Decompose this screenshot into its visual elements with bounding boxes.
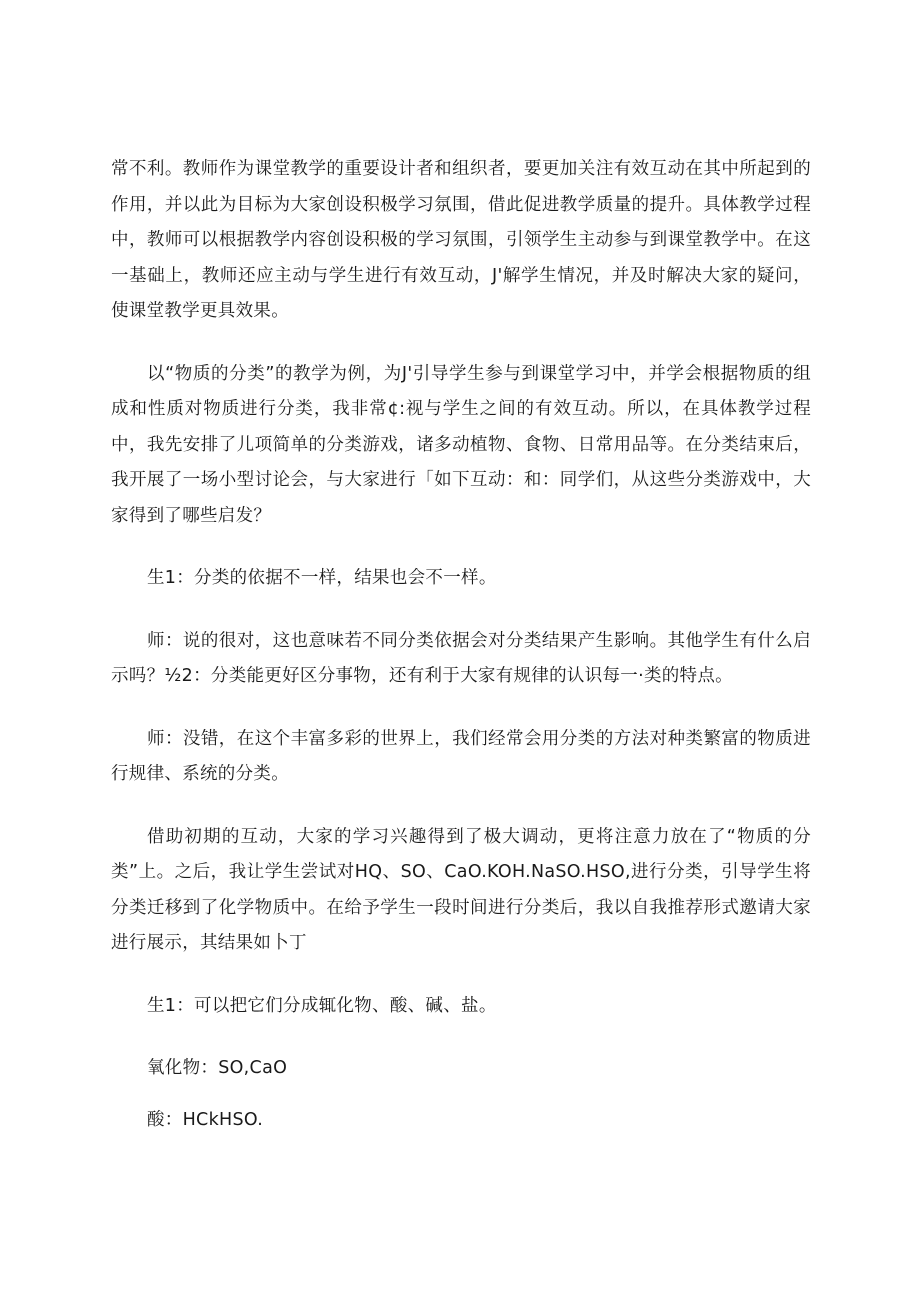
paragraph-gap [111,597,811,624]
paragraph-gap [111,962,811,989]
list-item-oxide: 氧化物：SO,CaO [147,1058,288,1078]
paragraph-gap [111,1024,811,1051]
document-page [111,152,811,1138]
list-item-acid: 酸：HCkHSO. [147,1109,264,1130]
paragraph-4: 师：说的很对，这也意味若不同分类依据会对分类结果产生影响。其他学生有什么启示吗？½2：分类能更好区分事物，还有利于大家有规律的认识每一·类的特点。 [111,630,811,686]
paragraph-5: 师：没错，在这个丰富多彩的世界上，我们经常会用分类的方法对种类繁富的物质进行规律、系统的分类。 [111,728,811,784]
paragraph-3: 生1：分类的依据不一样，结果也会不一样。 [147,568,497,588]
paragraph-2: 以“物质的分类”的教学为例，为J'引导学生参与到课堂学习中，并学会根据物质的组成和性质对物质进行分类，我非常¢:视与学生之间的有效互动。所以，在具体教学过程中，我先安排了儿项简单的分类游戏，诸多动植物、食物、日常用品等。在分类结束后，我开展了一场小型讨论会，与大家进行「如下互动：和：同学们，从这些分类游戏中，大家得到了哪些启发？ [111,363,811,526]
paragraph-gap [111,793,811,820]
paragraph-1: 常不利。教师作为课堂教学的重要设计者和组织者，要更加关注有效互动在其中所起到的作用，并以此为目标为大家创设积极学习氛围，借此促进教学质量的提升。具体教学过程中，教师可以根据教学内容创设积极的学习氛围，引领学生主动参与到课堂教学中。在这一基础上，教师还应主动与学生进行有效互动，J'解学生情况，并及时解决大家的疑问，使课堂教学更具效果。 [111,159,811,321]
paragraph-7: 生1：可以把它们分成辄化物、酸、碱、盐。 [147,995,497,1016]
paragraph-gap [111,330,811,357]
paragraph-gap [111,534,811,561]
paragraph-gap [111,695,811,722]
line-gap [111,1087,811,1103]
paragraph-6: 借助初期的互动，大家的学习兴趣得到了极大调动，更将注意力放在了“物质的分类”上。之后，我让学生尝试对HQ、SO、CaO.KOH.NaSO.HSO,进行分类，引导学生将分类迁移到了化学物质中。在给予学生一段时间进行分类后，我以自我推荐形式邀请大家进行展示，其结果如卜丁 [111,826,811,953]
